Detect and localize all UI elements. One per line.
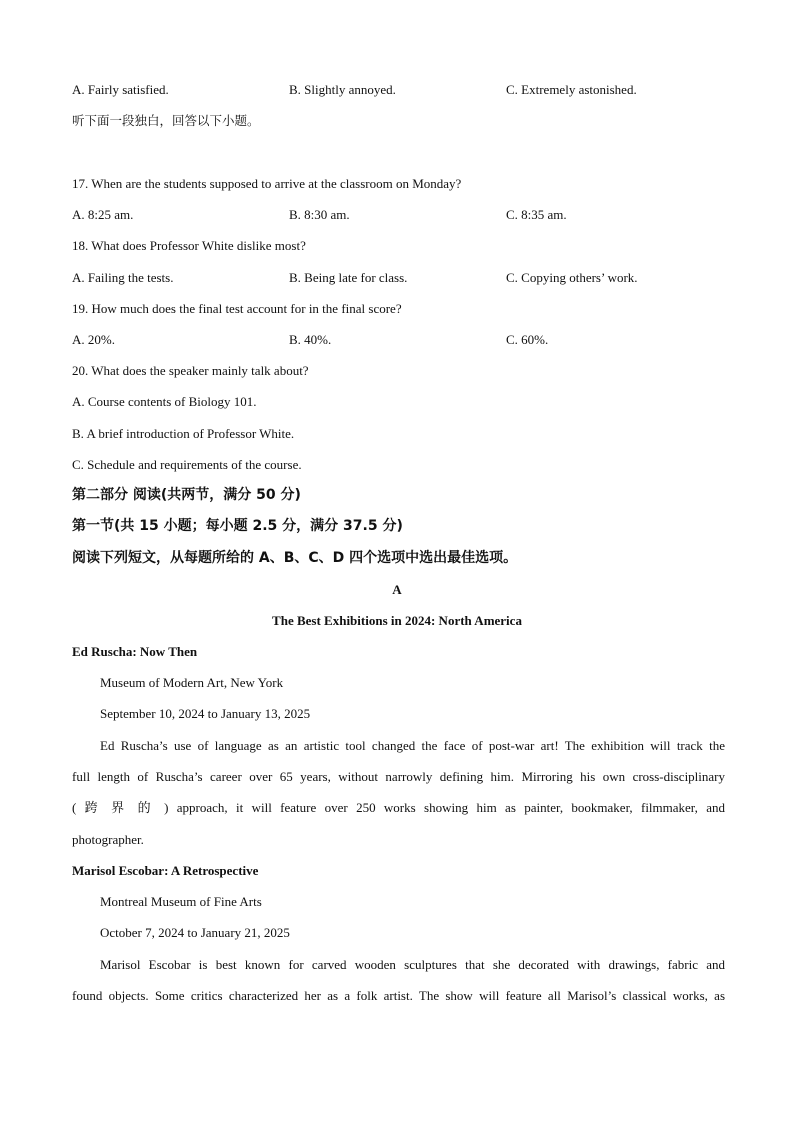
exhibition-1-line-3: ( 跨 界 的 ) approach, it will feature over 250 works showing him as painter, bookmaker, filmmaker, and [72, 800, 725, 815]
q19-stem: 19. How much does the final test account for in the final score? [72, 301, 402, 316]
q20-option-a: A. Course contents of Biology 101. [72, 394, 257, 409]
exhibition-2-line-2: found objects. Some critics characterized her as a folk artist. The show will feature all Marisol’s classical works, as [72, 988, 725, 1003]
exhibition-1-line-1: Ed Ruscha’s use of language as an artistic tool changed the face of post-war art! The exhibition will track the [100, 738, 725, 753]
q20-option-b: B. A brief introduction of Professor White. [72, 426, 295, 441]
q16-option-a: A. Fairly satisfied. [72, 82, 169, 97]
q17-option-b: B. 8:30 am. [289, 207, 350, 222]
q19-option-a: A. 20%. [72, 332, 115, 347]
q17-option-c: C. 8:35 am. [506, 207, 567, 222]
section1-heading: 第一节(共 15 小题；每小题 2.5 分，满分 37.5 分) [72, 518, 403, 534]
exhibition-2-venue: Montreal Museum of Fine Arts [100, 894, 262, 909]
q20-stem: 20. What does the speaker mainly talk about? [72, 363, 309, 378]
passage-title: The Best Exhibitions in 2024: North America [272, 613, 522, 628]
q16-option-b: B. Slightly annoyed. [289, 82, 396, 97]
q17-stem: 17. When are the students supposed to arrive at the classroom on Monday? [72, 176, 462, 191]
q20-option-c: C. Schedule and requirements of the course. [72, 457, 302, 472]
q19-option-b: B. 40%. [289, 332, 332, 347]
passage-letter: A [392, 582, 402, 597]
monologue-instruction: 听下面一段独白，回答以下小题。 [72, 113, 260, 128]
exhibition-1-dates: September 10, 2024 to January 13, 2025 [100, 706, 311, 721]
q18-option-c: C. Copying others’ work. [506, 270, 638, 285]
exhibition-1-name: Ed Ruscha: Now Then [72, 644, 198, 659]
q18-option-b: B. Being late for class. [289, 270, 408, 285]
exhibition-1-venue: Museum of Modern Art, New York [100, 675, 284, 690]
exhibition-2-line-1: Marisol Escobar is best known for carved wooden sculptures that she decorated with drawings, fabric and [100, 957, 725, 972]
exhibition-1-line-2: full length of Ruscha’s career over 65 years, without narrowly defining him. Mirroring his own cross-disciplinary [72, 769, 725, 784]
part2-heading: 第二部分 阅读(共两节，满分 50 分) [72, 487, 301, 503]
q19-option-c: C. 60%. [506, 332, 549, 347]
q16-option-c: C. Extremely astonished. [506, 82, 637, 97]
exhibition-2-dates: October 7, 2024 to January 21, 2025 [100, 925, 290, 940]
q17-option-a: A. 8:25 am. [72, 207, 134, 222]
reading-instruction: 阅读下列短文，从每题所给的 A、B、C、D 四个选项中选出最佳选项。 [72, 550, 518, 566]
exhibition-1-line-4: photographer. [72, 832, 144, 847]
q18-option-a: A. Failing the tests. [72, 270, 174, 285]
exhibition-2-name: Marisol Escobar: A Retrospective [72, 863, 259, 878]
q18-stem: 18. What does Professor White dislike most? [72, 238, 306, 253]
